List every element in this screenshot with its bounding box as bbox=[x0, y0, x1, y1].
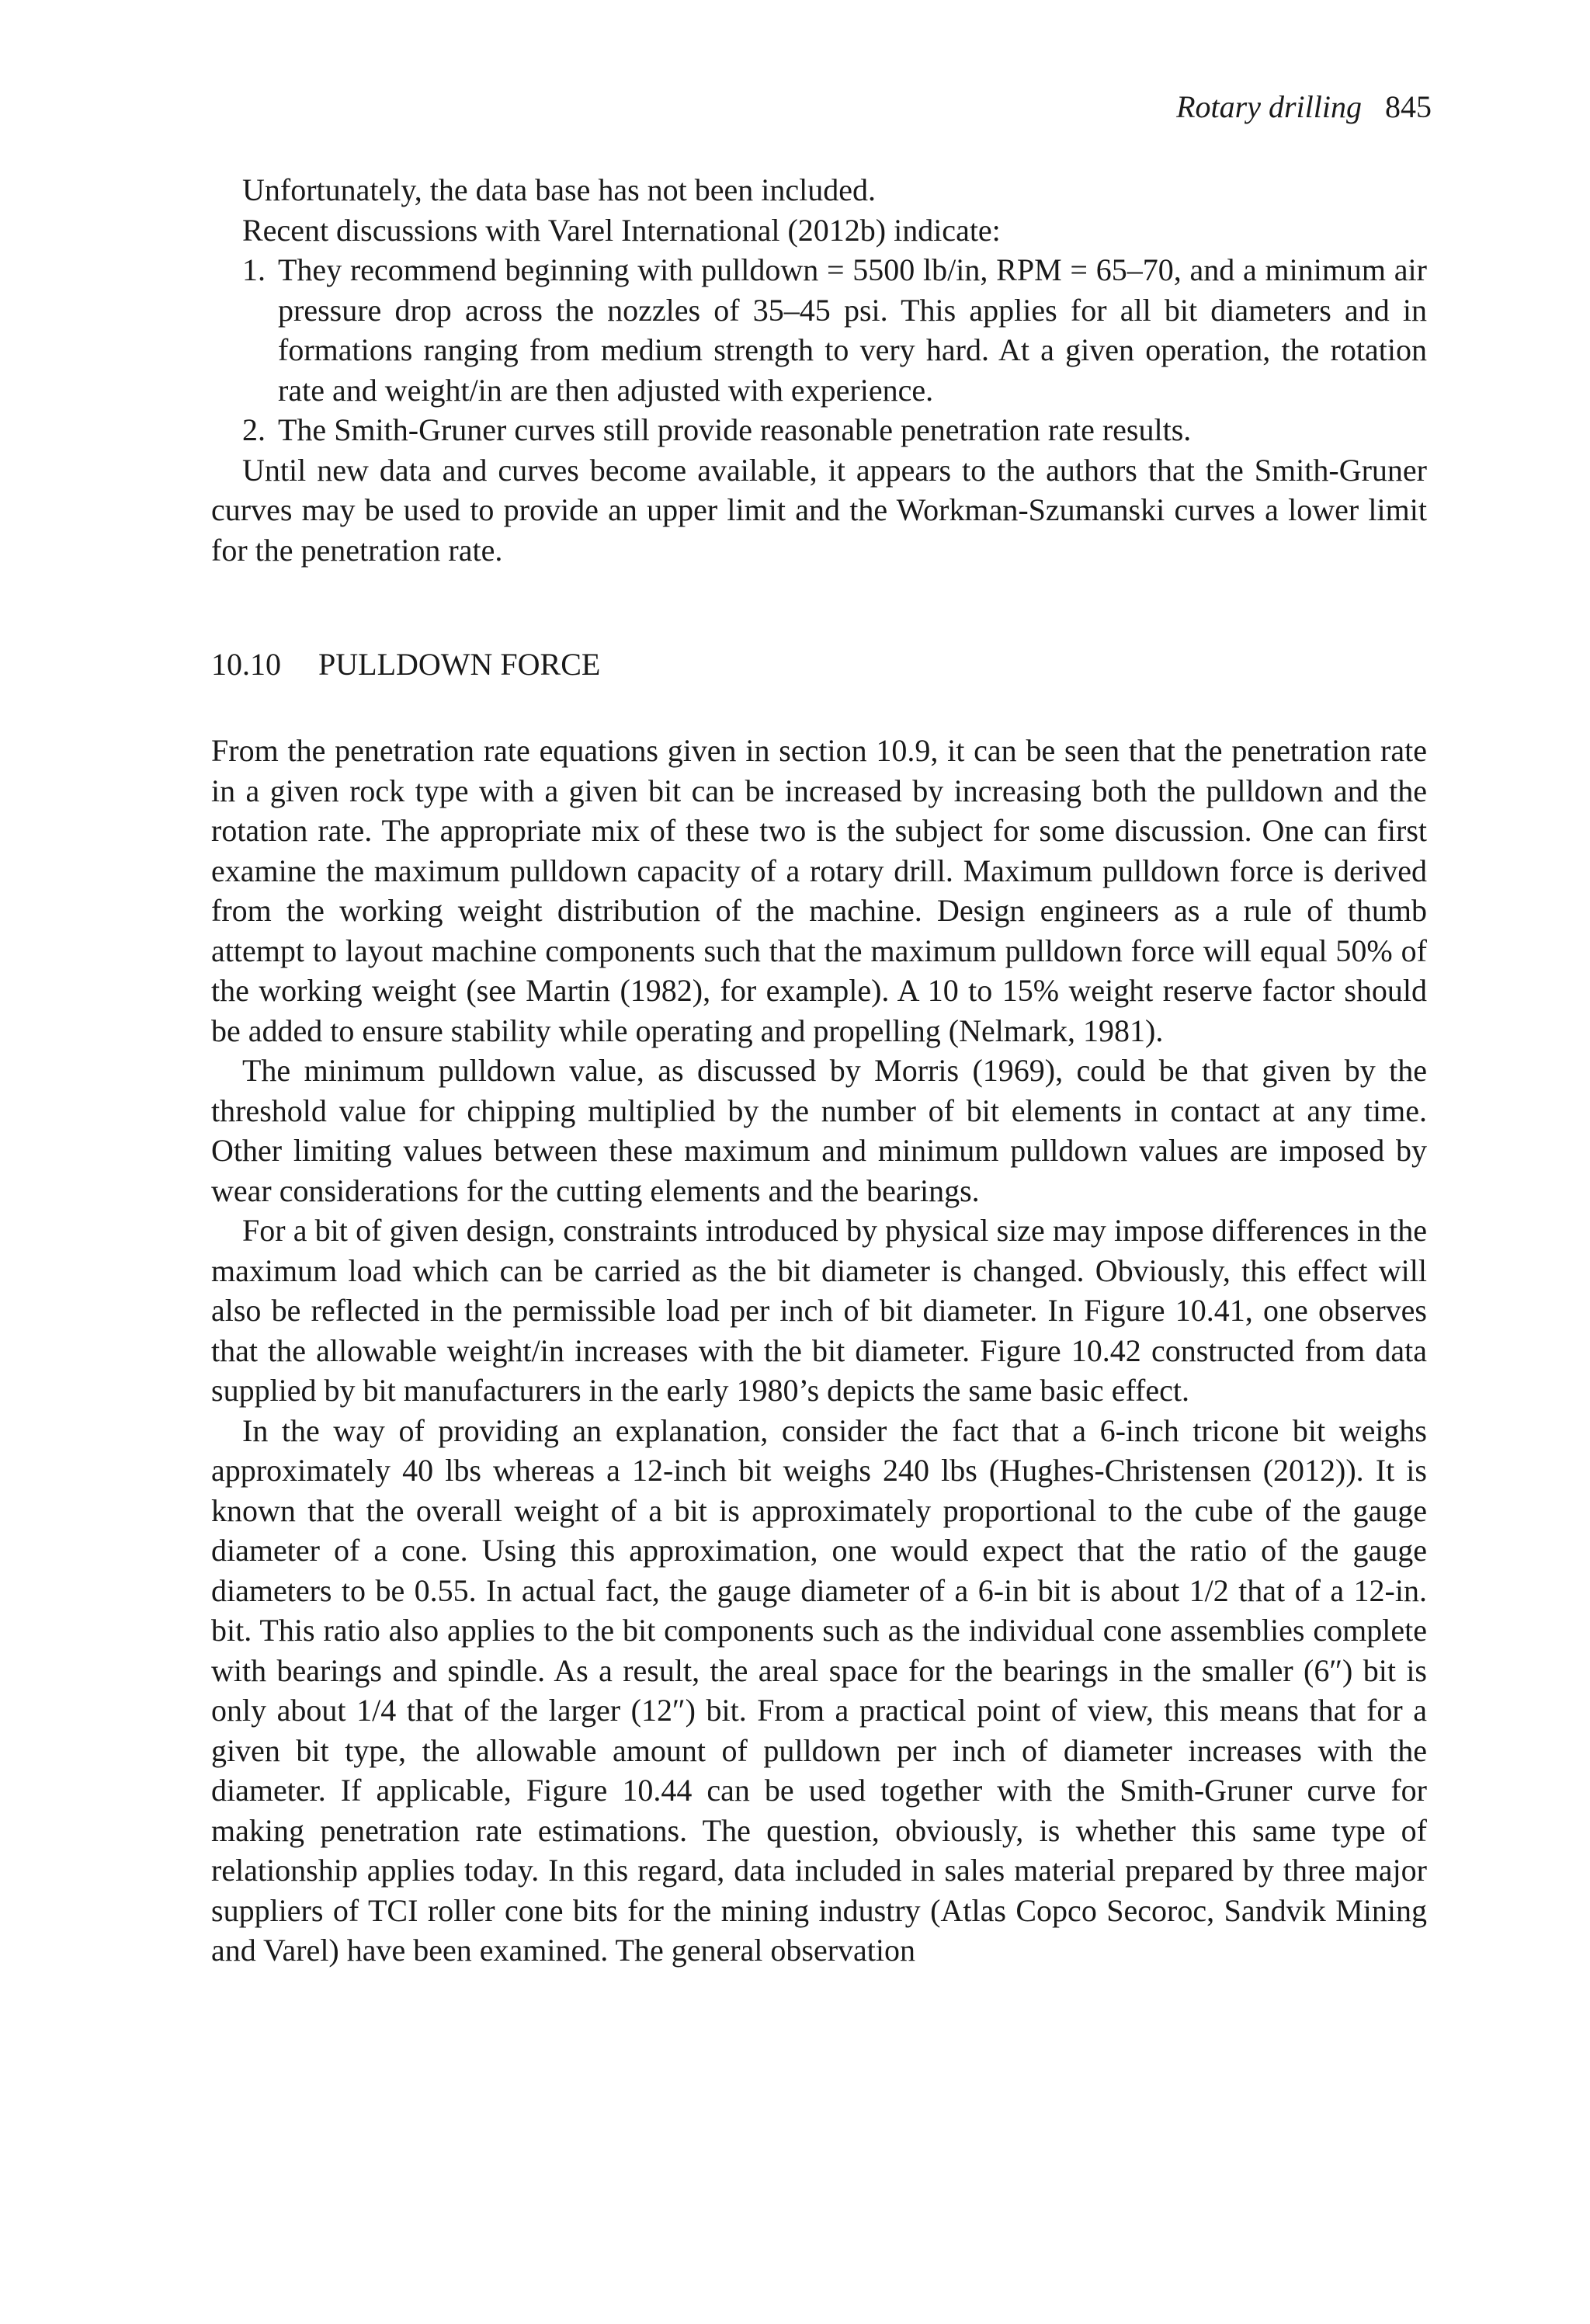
section-number: 10.10 bbox=[211, 647, 281, 682]
section-heading bbox=[211, 649, 600, 680]
list-marker: 2. bbox=[242, 412, 266, 447]
section-body bbox=[211, 731, 1427, 1971]
body-paragraph: The minimum pulldown value, as discussed by Morris (1969), could be that given by the threshold value for chipping multiplied by the number of bit elements in contact at any time. Other limiting values between these maximum and minimum pulldown values are imposed by wear considerations for the cutting elements and the bearings. bbox=[211, 1053, 1427, 1208]
body-paragraph: From the penetration rate equations given in section 10.9, it can be seen that the penetration rate in a given rock type with a given bit can be increased by increasing both the pulldown and the rotation rate. The appropriate mix of these two is the subject for some discussion. One can first examine the maximum pulldown capacity of a rotary drill. Maximum pulldown force is derived from the working weight distribution of the machine. Design engineers as a rule of thumb attempt to layout machine components such that the maximum pulldown force will equal 50% of the working weight (see Martin (1982), for example). A 10 to 15% weight reserve factor should be added to ensure stability while operating and propelling (Nelmark, 1981). bbox=[211, 733, 1427, 1048]
list-item bbox=[211, 410, 1427, 450]
list-item-text: The Smith-Gruner curves still provide reasonable penetration rate results. bbox=[278, 412, 1192, 447]
list-item bbox=[211, 250, 1427, 410]
page-number: 845 bbox=[1385, 89, 1432, 124]
running-head bbox=[1176, 89, 1432, 124]
intro-paragraph-2: Recent discussions with Varel International (2012b) indicate: bbox=[242, 212, 1001, 248]
closing-paragraph: Until new data and curves become available, it appears to the authors that the Smith-Gruner curves may be used to provide an upper limit and the Workman-Szumanski curves a lower limit for the penetration rate. bbox=[211, 452, 1427, 568]
section-title: PULLDOWN FORCE bbox=[318, 647, 601, 682]
list-marker: 1. bbox=[242, 252, 266, 287]
intro-paragraph-1: Unfortunately, the data base has not been included. bbox=[242, 172, 877, 207]
body-paragraph: For a bit of given design, constraints introduced by physical size may impose differences in the maximum load which can be carried as the bit diameter is changed. Obviously, this effect will also be reflected in the permissible load per inch of bit diameter. In Figure 10.41, one observes that the allowable weight/in increases with the bit diameter. Figure 10.42 constructed from data supplied by bit manufacturers in the early 1980’s depicts the same basic effect. bbox=[211, 1213, 1427, 1408]
running-head-title: Rotary drilling bbox=[1176, 89, 1362, 124]
list-item-text: They recommend beginning with pulldown = 5500 lb/in, RPM = 65–70, and a minimum air pressure drop across the nozzles of 35–45 psi. This applies for all bit diameters and in formations ranging from medium strength to very hard. At a given operation, the rotation rate and weight/in are then adjusted with experience. bbox=[278, 252, 1427, 408]
body-paragraph: In the way of providing an explanation, consider the fact that a 6-inch tricone bit weighs approximately 40 lbs whereas a 12-inch bit weighs 240 lbs (Hughes-Christensen (2012)). It is known that the overall weight of a bit is approximately proportional to the cube of the gauge diameter of a cone. Using this approximation, one would expect that the ratio of the gauge diameters to be 0.55. In actual fact, the gauge diameter of a 6-in bit is about 1/2 that of a 12-in. bit. This ratio also applies to the bit components such as the individual cone assemblies complete with bearings and spindle. As a result, the areal space for the bearings in the smaller (6″) bit is only about 1/4 that of the larger (12″) bit. From a practical point of view, this means that for a given bit type, the allowable amount of pulldown per inch of diameter increases with the diameter. If applicable, Figure 10.44 can be used together with the Smith-Gruner curve for making penetration rate estimations. The question, obviously, is whether this same type of relationship applies today. In this regard, data included in sales material prepared by three major suppliers of TCI roller cone bits for the mining industry (Atlas Copco Secoroc, Sandvik Mining and Varel) have been examined. The general observation bbox=[211, 1412, 1427, 1968]
numbered-list bbox=[211, 250, 1427, 450]
intro-block bbox=[211, 170, 1427, 570]
